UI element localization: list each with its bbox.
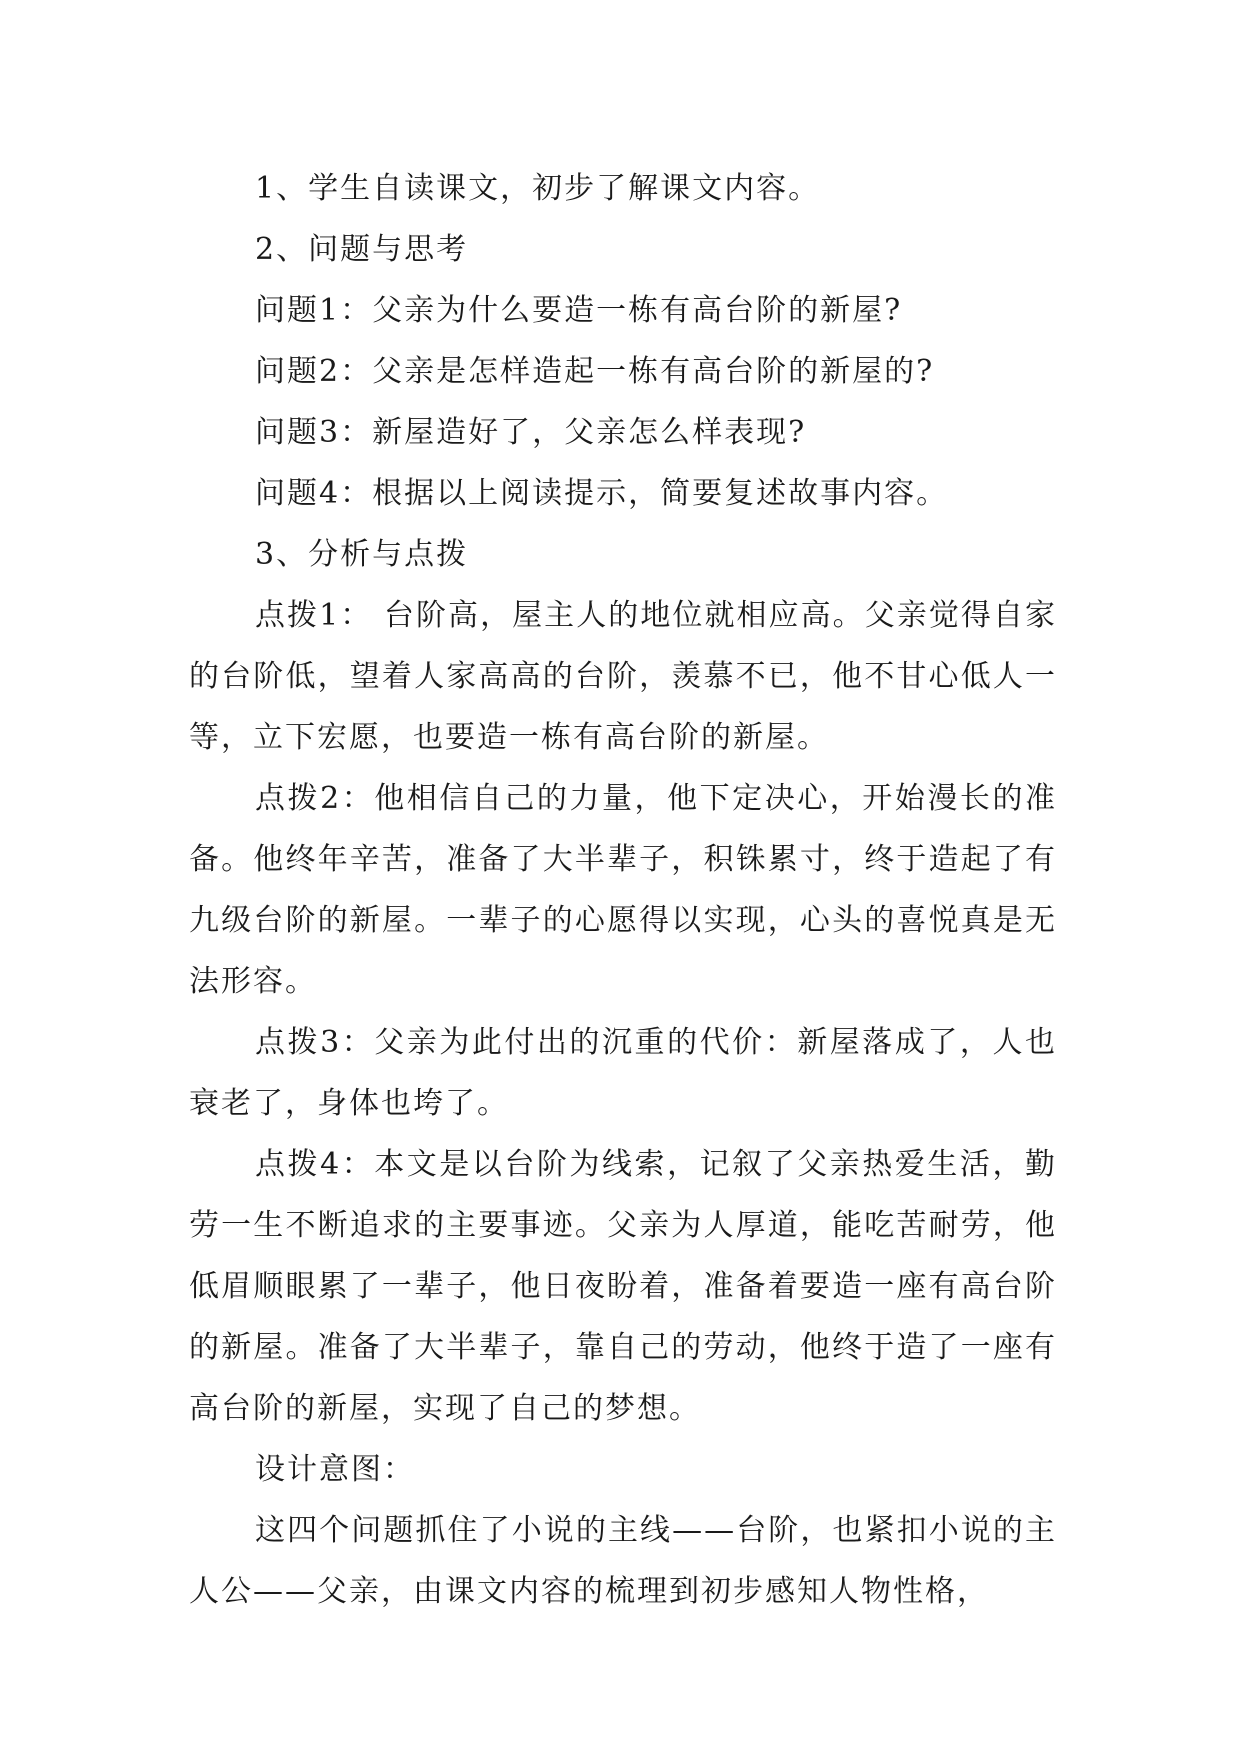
paragraph-design-intent-heading: 设计意图：: [255, 1452, 415, 1487]
paragraph-hint-3: 点拨3：父亲为此付出的沉重的代价：新屋落成了，人也衰老了，身体也垮了。: [189, 1025, 1057, 1121]
paragraph-question-1: 问题1：父亲为什么要造一栋有高台阶的新屋?: [255, 293, 903, 328]
paragraph-question-4: 问题4：根据以上阅读提示，简要复述故事内容。: [255, 476, 949, 511]
document-body: [189, 158, 1057, 1622]
paragraph-step-1: 1、学生自读课文，初步了解课文内容。: [255, 171, 821, 206]
paragraph-step-3-heading: 3、分析与点拨: [255, 537, 469, 572]
paragraph-question-3: 问题3：新屋造好了，父亲怎么样表现?: [255, 415, 807, 450]
paragraph-hint-2: 点拨2：他相信自己的力量，他下定决心，开始漫长的准备。他终年辛苦，准备了大半辈子，积铢累寸，终于造起了有九级台阶的新屋。一辈子的心愿得以实现，心头的喜悦真是无法形容。: [189, 781, 1057, 999]
paragraph-design-intent-text: 这四个问题抓住了小说的主线——台阶，也紧扣小说的主人公——父亲，由课文内容的梳理到初步感知人物性格，: [189, 1513, 1057, 1609]
paragraph-question-2: 问题2：父亲是怎样造起一栋有高台阶的新屋的?: [255, 354, 935, 389]
paragraph-hint-1: 点拨1： 台阶高，屋主人的地位就相应高。父亲觉得自家的台阶低，望着人家高高的台阶，羡慕不已，他不甘心低人一等，立下宏愿，也要造一栋有高台阶的新屋。: [189, 598, 1057, 755]
paragraph-step-2-heading: 2、问题与思考: [255, 232, 469, 267]
paragraph-hint-4: 点拨4：本文是以台阶为线索，记叙了父亲热爱生活，勤劳一生不断追求的主要事迹。父亲为人厚道，能吃苦耐劳，他低眉顺眼累了一辈子，他日夜盼着，准备着要造一座有高台阶的新屋。准备了大半辈子，靠自己的劳动，他终于造了一座有高台阶的新屋，实现了自己的梦想。: [189, 1147, 1057, 1426]
